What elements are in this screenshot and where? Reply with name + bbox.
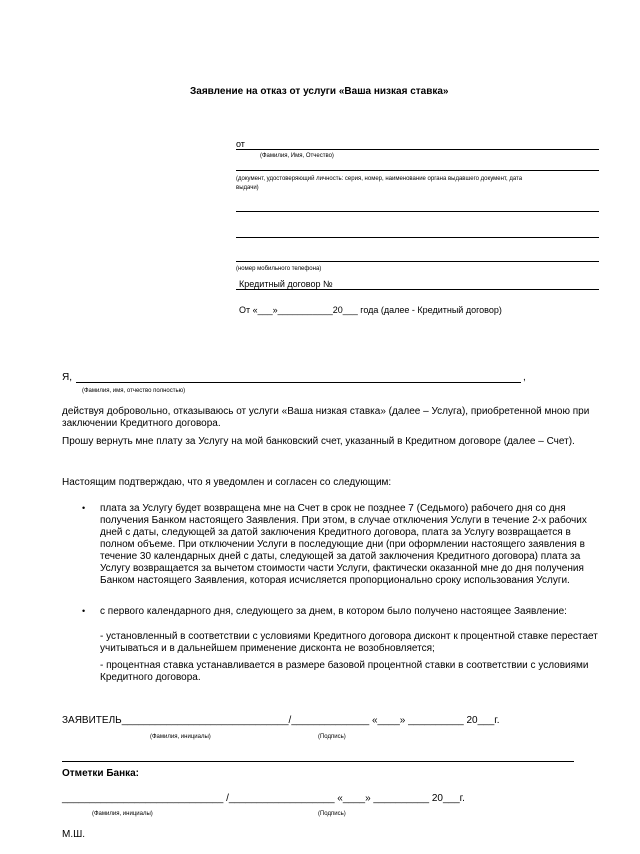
- bank-marks-label: Отметки Банка:: [62, 768, 140, 779]
- divider: [62, 761, 574, 762]
- sub-item-base-rate: - процентная ставка устанавливается в размере базовой процентной ставки в соответствии с условиями Кредитного договора.: [100, 660, 589, 683]
- bullet-icon: •: [82, 503, 86, 513]
- from-label: от: [236, 139, 245, 149]
- credit-agreement-line[interactable]: [236, 289, 599, 290]
- phone-line[interactable]: [236, 261, 599, 262]
- stamp-label: М.Ш.: [62, 829, 86, 840]
- bank-initials-caption: (Фамилия, инициалы): [92, 811, 153, 817]
- applicant-name-caption: (Фамилия, имя, отчество полностью): [82, 388, 186, 394]
- list-item-refund-terms: плата за Услугу будет возвращена мне на Счет в срок не позднее 7 (Седьмого) рабочего дня со дня получения Банком настоящего Заявления. При этом, в случае отключения Услуги в течение 2-х рабочих дней с даты, следующей за датой заключения Кредитного договора, плата за Услугу возвращается в полном объеме. При отключении Услуги в последующие дни (при оформлении настоящего заявления в течение 30 календарных дней с даты, следующей за датой заключения Кредитного договора) плата за Услугу возвращается за вычетом стоимости части Услуги, фактически оказанной мне до дня получения Банком настоящего Заявления, которая исчисляется пропорционально сроку использования Услуги.: [100, 503, 587, 586]
- i-comma: ,: [523, 372, 526, 383]
- doc-caption-2: выдачи): [236, 185, 259, 191]
- applicant-initials-caption: (Фамилия, инициалы): [150, 734, 211, 740]
- applicant-name-line[interactable]: [76, 382, 521, 383]
- page-title: Заявление на отказ от услуги «Ваша низкая ставка»: [190, 86, 449, 97]
- applicant-signature-caption: (Подпись): [318, 734, 346, 740]
- fio-caption: (Фамилия, Имя, Отчество): [260, 153, 334, 159]
- bank-signature-line: _____________________________ /___________________ «____» __________ 20___г.: [62, 793, 465, 804]
- bullet-icon: •: [82, 606, 86, 616]
- i-label: Я,: [62, 372, 72, 383]
- bank-signature-caption: (Подпись): [318, 811, 346, 817]
- doc-caption: (документ, удостоверяющий личность: серия, номер, наименование органа выдавшего документ, дата: [236, 176, 523, 182]
- credit-agreement-label: Кредитный договор №: [239, 279, 333, 289]
- paragraph-refusal: действуя добровольно, отказываюсь от услуги «Ваша низкая ставка» (далее – Услуга), приобретенной мною при заключении Кредитного договора.: [62, 406, 590, 429]
- paragraph-refund: Прошу вернуть мне плату за Услугу на мой банковский счет, указанный в Кредитном договоре (далее – Счет).: [62, 436, 575, 447]
- sub-item-discount-stop: - установленный в соответствии с условиями Кредитного договора дисконт к процентной ставке перестает учитываться и в дальнейшем применение дисконта не возобновляется;: [100, 631, 598, 654]
- paragraph-confirm: Настоящим подтверждаю, что я уведомлен и согласен со следующим:: [62, 477, 392, 488]
- doc-line-3[interactable]: [236, 237, 599, 238]
- credit-date-line: От «___»___________20___ года (далее - Кредитный договор): [239, 305, 502, 315]
- doc-line-2[interactable]: [236, 211, 599, 212]
- list-item-discount: с первого календарного дня, следующего за днем, в котором было получено настоящее Заявление:: [100, 606, 567, 617]
- doc-line-1[interactable]: [236, 170, 599, 171]
- phone-caption: (номер мобильного телефона): [236, 266, 322, 272]
- fio-line[interactable]: [236, 149, 599, 150]
- applicant-signature-line: ЗАЯВИТЕЛЬ______________________________/______________ «____» __________ 20___г.: [62, 715, 500, 726]
